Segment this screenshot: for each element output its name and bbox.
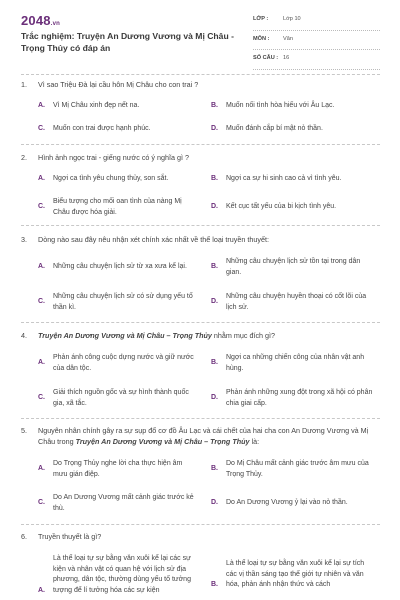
option-a[interactable]: A. Ngợi ca tình yêu chung thủy, son sắt. xyxy=(38,175,169,182)
option-d[interactable]: D. Muốn đánh cắp bí mật nỏ thần. xyxy=(211,125,323,132)
question-2 xyxy=(21,153,380,216)
option-a[interactable]: A. Là thể loại tự sự bằng văn xuôi kể lại các sự kiện và nhân vật có quan hệ với lịch sử địa phương, dân tộc, thường dùng yếu tố tưởng tượng để lí tưởng hóa các sự kiện xyxy=(38,555,191,594)
option-b[interactable]: B. Ngợi ca những chiến công của nhân vật anh hùng. xyxy=(211,354,365,372)
question-text: 3. Dòng nào sau đây nêu nhận xét chính xác nhất về thể loại truyền thuyết: xyxy=(21,235,269,244)
option-d[interactable]: D. Phản ánh những xung đột trong xã hội có phân chia giai cấp. xyxy=(211,389,373,407)
option-c[interactable]: C. Những câu chuyện lịch sử có sử dụng yếu tố thần kì. xyxy=(38,293,193,311)
question-3 xyxy=(21,235,380,311)
divider xyxy=(21,74,380,75)
option-b[interactable]: B. Những câu chuyện lịch sử tồn tại trong dân gian. xyxy=(211,258,361,276)
question-5 xyxy=(21,426,380,512)
divider xyxy=(21,418,380,419)
question-text: 4. Truyện An Dương Vương và Mị Châu – Trọng Thủy nhằm mục đích gì? xyxy=(21,331,276,340)
page-header xyxy=(0,0,400,74)
option-c[interactable]: C. Do An Dương Vương mất cảnh giác trước kẻ thù. xyxy=(38,494,194,512)
meta-subject: MÔN : Văn xyxy=(253,31,380,51)
meta-question-count: SỐ CÂU : 16 xyxy=(253,50,380,70)
question-text: 5. Nguyên nhân chính gây ra sự sụp đổ cơ đồ Âu Lạc và cái chết của hai cha con An Dương Vương và Mị Châu trong Truyện An Dương Vương và Mị Châu – Trọng Thủy là: xyxy=(21,426,369,446)
option-b[interactable]: B. Muốn nối tình hòa hiếu với Âu Lạc. xyxy=(211,102,335,109)
option-a[interactable]: A. Do Trọng Thủy nghe lời cha thực hiện âm mưu gián điệp. xyxy=(38,460,183,478)
site-logo[interactable]: 2048.vn xyxy=(21,13,61,28)
option-d[interactable]: D. Những câu chuyện huyền thoại có cốt lõi của lịch sử. xyxy=(211,293,367,311)
quiz-meta xyxy=(253,11,380,70)
option-a[interactable]: A. Phản ánh công cuộc dựng nước và giữ nước của dân tộc. xyxy=(38,354,194,372)
divider xyxy=(21,524,380,525)
option-a[interactable]: A. Những câu chuyện lịch sử từ xa xưa kể lại. xyxy=(38,263,187,270)
divider xyxy=(21,144,380,145)
question-text: 6. Truyền thuyết là gì? xyxy=(21,532,102,541)
option-c[interactable]: C. Biểu tượng cho mối oan tình của nàng Mị Châu được hóa giải. xyxy=(38,198,182,216)
question-1 xyxy=(21,80,380,132)
option-b[interactable]: B. Ngợi ca sự hi sinh cao cả vì tình yêu. xyxy=(211,175,342,182)
divider xyxy=(21,322,380,323)
option-d[interactable]: D. Kết cục tất yếu của bi kịch tình yêu. xyxy=(211,203,337,210)
question-text: 1. Vì sao Triệu Đà lại cầu hôn Mị Châu cho con trai ? xyxy=(21,80,199,89)
question-4 xyxy=(21,331,380,407)
option-b[interactable]: B. Do Mị Châu mất cảnh giác trước âm mưu của Trọng Thủy. xyxy=(211,460,369,478)
option-b[interactable]: B. Là thể loại tự sự bằng văn xuôi kể lại sự tích các vị thần sáng tạo thế giới tự nhiên và văn hóa, phản ánh nhận thức và cách xyxy=(211,560,365,588)
page-title: Trắc nghiệm: Truyện An Dương Vương và Mị Châu - Trọng Thủy có đáp án xyxy=(21,31,234,53)
question-text: 2. Hình ảnh ngọc trai - giếng nước có ý nghĩa gì ? xyxy=(21,153,189,162)
question-6 xyxy=(21,532,380,594)
option-a[interactable]: A. Vì Mị Châu xinh đẹp nết na. xyxy=(38,102,140,109)
meta-grade: LỚP : Lớp 10 xyxy=(253,11,380,31)
option-c[interactable]: C. Giải thích nguồn gốc và sự hình thành quốc gia, xã tắc. xyxy=(38,389,189,407)
divider xyxy=(21,225,380,226)
option-c[interactable]: C. Muốn con trai được hạnh phúc. xyxy=(38,125,151,132)
option-d[interactable]: D. Do An Dương Vương ỷ lại vào nỏ thần. xyxy=(211,499,348,506)
